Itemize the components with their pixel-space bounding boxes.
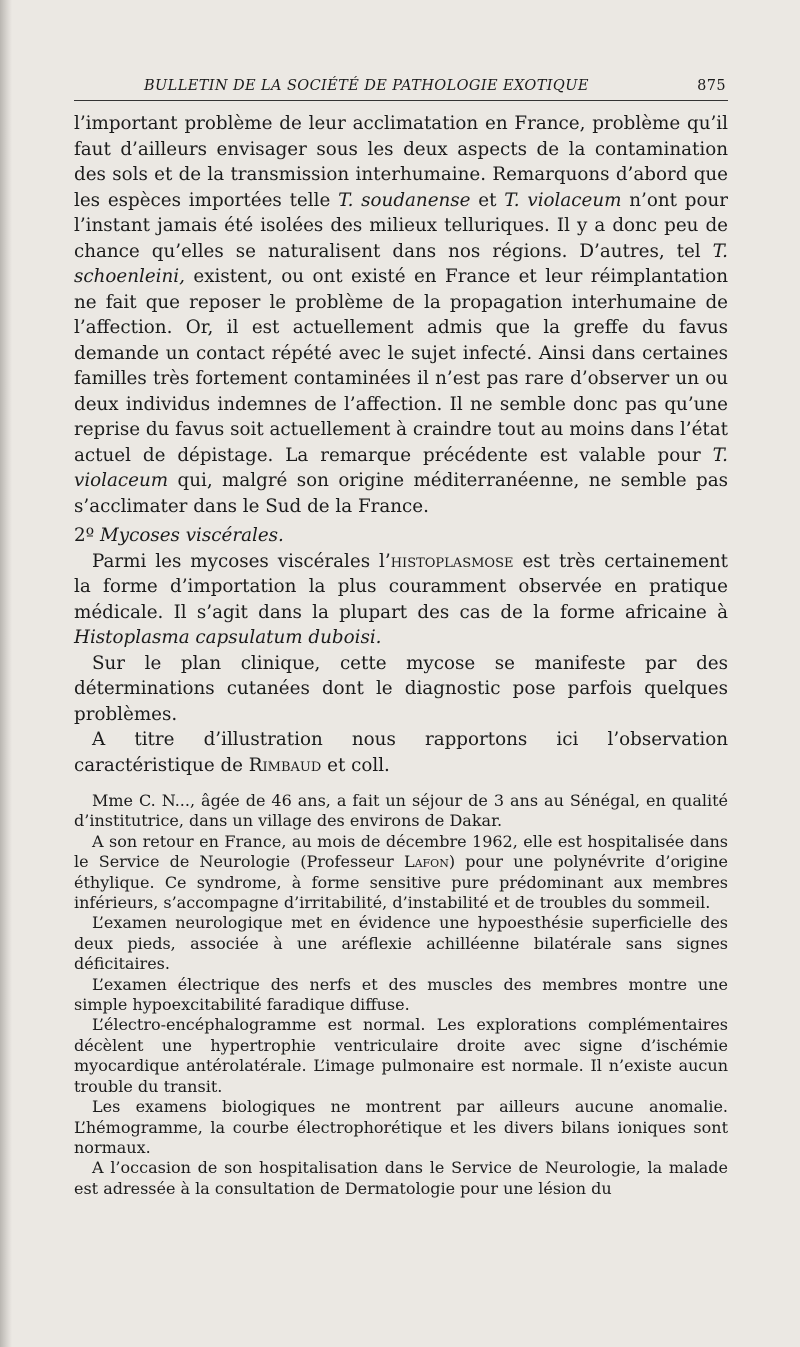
section-heading — [74, 523, 728, 549]
page-binding-shadow — [0, 0, 12, 1347]
paragraph-clinique: Sur le plan clinique, cette mycose se manifeste par des déterminations cutanées dont le diagnostic pose parfois quelques problèmes. — [74, 652, 728, 725]
paragraph-acclimatation: l’important problème de leur acclimatation en France, problème qu’il faut d’ailleurs envisager sous les deux aspects de la contamination des sols et de la transmission interhumaine. Remarquons d’abord que les espèces importées telle T. soudanense et T. violaceum n’ont pour l’instant jamais été isolées des milieux telluriques. Il y a donc peu de chance qu’elles se naturalisent dans nos régions. D’autres, tel T. schoenleini, existent, ou ont existé en France et leur réimplantation ne fait que reposer le problème de la propagation interhumaine de l’affection. Or, il est actuellement admis que la greffe du favus demande un contact répété avec le sujet infecté. Ainsi dans certaines familles très fortement contaminées il n’est pas rare d’observer un ou deux individus indemnes de l’affection. Il ne semble donc pas qu’une reprise du favus soit actuellement à craindre tout au moins dans l’état actuel de dépistage. La remarque précédente est valable pour T. violaceum qui, malgré son origine méditerranéenne, ne semble pas s’acclimater dans le Sud de la France. — [74, 113, 729, 517]
case-paragraph: L’électro-encéphalogramme est normal. Les explorations complémentaires décèlent une hypertrophie ventriculaire droite avec signe d’ischémie myocardique antérolatérale. L’image pulmonaire est normale. Il n’existe aucun trouble du transit. — [74, 1015, 728, 1096]
paragraph-histoplasmose: Parmi les mycoses viscérales l’histoplasmose est très certainement la forme d’importation la plus couramment observée en pratique médicale. Il s’agit dans la plupart des cas de la forme africaine à Histoplasma capsulatum duboisi. — [74, 550, 728, 648]
case-paragraph: L’examen électrique des nerfs et des muscles des membres montre une simple hypoexcitabilité faradique diffuse. — [74, 974, 728, 1015]
author-name: Rimbaud — [248, 754, 322, 776]
case-paragraph: Mme C. N..., âgée de 46 ans, a fait un séjour de 3 ans au Sénégal, en qualité d’institutrice, dans un village des environs de Dakar. — [74, 791, 728, 831]
case-report — [74, 791, 728, 1199]
species-name: T. soudanense — [338, 189, 471, 211]
case-paragraph: A son retour en France, au mois de décembre 1962, elle est hospitalisée dans le Service de Neurologie (Professeur Lafon) pour une polynévrite d’origine éthylique. Ce syndrome, à forme sensitive pure prédominant aux membres inférieurs, s’accompagne d’irritabilité, d’instabilité et de troubles du sommeil. — [74, 831, 729, 913]
page-number: 875 — [697, 78, 726, 94]
paragraph-illustration: A titre d’illustration nous rapportons ici l’observation caractéristique de Rimbaud et coll. — [74, 729, 728, 776]
case-paragraph: L’examen neurologique met en évidence une hypoesthésie superficielle des deux pieds, associée à une aréflexie achilléenne bilatérale sans signes déficitaires. — [74, 913, 728, 974]
main-text — [74, 111, 728, 778]
section-number: 2º — [74, 525, 95, 546]
species-name: T. violaceum — [74, 444, 728, 491]
disease-name: histoplasmose — [390, 550, 514, 572]
case-paragraph: A l’occasion de son hospitalisation dans le Service de Neurologie, la malade est adressée à la consultation de Dermatologie pour une lésion du — [74, 1158, 728, 1198]
case-paragraph: Les examens biologiques ne montrent par ailleurs aucune anomalie. L’hémogramme, la courbe électrophorétique et les divers bilans ioniques sont normaux. — [74, 1097, 728, 1157]
author-name: Lafon — [403, 852, 449, 872]
journal-title: BULLETIN DE LA SOCIÉTÉ DE PATHOLOGIE EXOTIQUE — [144, 78, 589, 94]
species-name: T. schoenleini, — [74, 240, 728, 287]
section-title: Mycoses viscérales. — [100, 525, 284, 546]
species-name: T. violaceum — [504, 189, 622, 211]
running-header — [74, 78, 728, 101]
journal-page — [74, 78, 728, 1199]
species-name: Histoplasma capsulatum duboisi. — [74, 627, 382, 648]
